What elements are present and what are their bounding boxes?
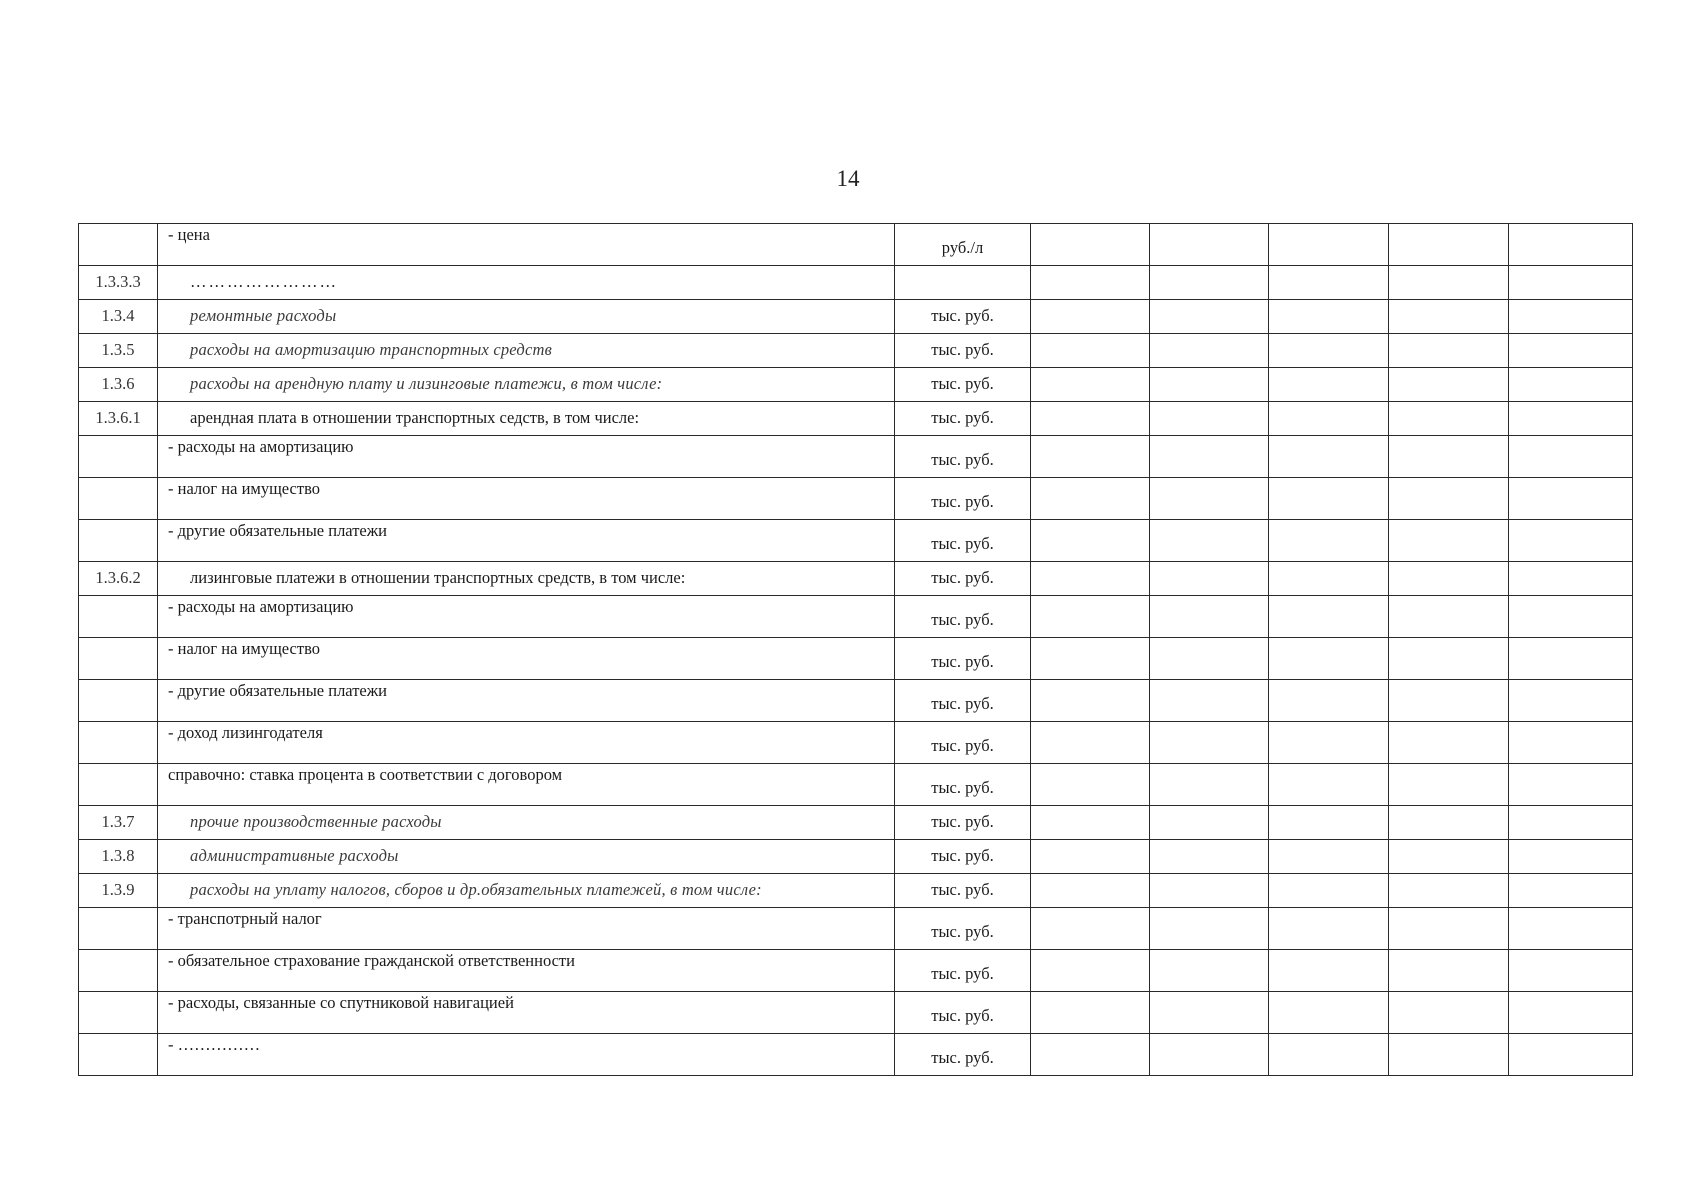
row-name-cell: лизинговые платежи в отношении транспортных средств, в том числе:: [158, 562, 895, 596]
value-cell-5[interactable]: [1509, 680, 1633, 722]
row-number-cell: 1.3.8: [79, 840, 158, 874]
value-cell-3[interactable]: [1269, 266, 1389, 300]
table-row: [79, 680, 1633, 722]
value-cell-5[interactable]: [1509, 992, 1633, 1034]
row-number-cell: 1.3.6.2: [79, 562, 158, 596]
value-cell-1[interactable]: [1031, 562, 1150, 596]
row-unit-cell: тыс. руб.: [895, 722, 1031, 764]
table-row: [79, 908, 1633, 950]
row-unit-cell: тыс. руб.: [895, 562, 1031, 596]
value-cell-1[interactable]: [1031, 764, 1150, 806]
value-cell-3[interactable]: [1269, 874, 1389, 908]
row-name-cell: - другие обязательные платежи: [158, 520, 895, 562]
value-cell-2[interactable]: [1150, 680, 1269, 722]
row-unit-cell: тыс. руб.: [895, 520, 1031, 562]
row-unit-cell: тыс. руб.: [895, 638, 1031, 680]
row-number-cell: [79, 436, 158, 478]
row-name-cell: - расходы на амортизацию: [158, 596, 895, 638]
value-cell-4[interactable]: [1389, 562, 1509, 596]
value-cell-3[interactable]: [1269, 562, 1389, 596]
row-unit-cell: тыс. руб.: [895, 908, 1031, 950]
table-row: [79, 1034, 1633, 1076]
row-name-cell: - ……………: [158, 1034, 895, 1076]
value-cell-2[interactable]: [1150, 992, 1269, 1034]
table-row: [79, 266, 1633, 300]
value-cell-3[interactable]: [1269, 224, 1389, 266]
value-cell-2[interactable]: [1150, 908, 1269, 950]
table-body: [79, 224, 1633, 1076]
value-cell-2[interactable]: [1150, 950, 1269, 992]
table-row: [79, 300, 1633, 334]
row-number-cell: [79, 224, 158, 266]
row-name-cell: - другие обязательные платежи: [158, 680, 895, 722]
value-cell-3[interactable]: [1269, 722, 1389, 764]
value-cell-5[interactable]: [1509, 478, 1633, 520]
value-cell-1[interactable]: [1031, 950, 1150, 992]
row-number-cell: 1.3.9: [79, 874, 158, 908]
value-cell-4[interactable]: [1389, 478, 1509, 520]
value-cell-5[interactable]: [1509, 764, 1633, 806]
row-number-cell: 1.3.7: [79, 806, 158, 840]
row-number-cell: [79, 908, 158, 950]
row-number-cell: [79, 596, 158, 638]
value-cell-5[interactable]: [1509, 596, 1633, 638]
value-cell-4[interactable]: [1389, 402, 1509, 436]
value-cell-5[interactable]: [1509, 224, 1633, 266]
value-cell-2[interactable]: [1150, 436, 1269, 478]
value-cell-3[interactable]: [1269, 1034, 1389, 1076]
value-cell-3[interactable]: [1269, 992, 1389, 1034]
table-row: [79, 562, 1633, 596]
value-cell-1[interactable]: [1031, 596, 1150, 638]
row-name-cell: справочно: ставка процента в соответствии с договором: [158, 764, 895, 806]
row-number-cell: [79, 1034, 158, 1076]
value-cell-3[interactable]: [1269, 436, 1389, 478]
row-unit-cell: тыс. руб.: [895, 334, 1031, 368]
value-cell-4[interactable]: [1389, 436, 1509, 478]
value-cell-4[interactable]: [1389, 680, 1509, 722]
value-cell-5[interactable]: [1509, 334, 1633, 368]
value-cell-5[interactable]: [1509, 562, 1633, 596]
value-cell-1[interactable]: [1031, 680, 1150, 722]
value-cell-3[interactable]: [1269, 840, 1389, 874]
row-number-cell: 1.3.6: [79, 368, 158, 402]
row-number-cell: [79, 722, 158, 764]
table-row: [79, 436, 1633, 478]
value-cell-3[interactable]: [1269, 368, 1389, 402]
row-name-cell: - транспотрный налог: [158, 908, 895, 950]
row-number-cell: [79, 520, 158, 562]
table-row: [79, 950, 1633, 992]
row-unit-cell: тыс. руб.: [895, 368, 1031, 402]
row-unit-cell: тыс. руб.: [895, 402, 1031, 436]
row-name-cell: расходы на уплату налогов, сборов и др.обязательных платежей, в том числе:: [158, 874, 895, 908]
row-unit-cell: руб./л: [895, 224, 1031, 266]
value-cell-2[interactable]: [1150, 638, 1269, 680]
value-cell-5[interactable]: [1509, 722, 1633, 764]
value-cell-2[interactable]: [1150, 1034, 1269, 1076]
value-cell-2[interactable]: [1150, 562, 1269, 596]
value-cell-3[interactable]: [1269, 334, 1389, 368]
table-row: [79, 368, 1633, 402]
value-cell-5[interactable]: [1509, 638, 1633, 680]
table-row: [79, 596, 1633, 638]
table-row: [79, 874, 1633, 908]
row-unit-cell: тыс. руб.: [895, 1034, 1031, 1076]
row-name-cell: - цена: [158, 224, 895, 266]
row-number-cell: [79, 638, 158, 680]
row-unit-cell: тыс. руб.: [895, 596, 1031, 638]
value-cell-1[interactable]: [1031, 638, 1150, 680]
row-unit-cell: тыс. руб.: [895, 840, 1031, 874]
row-name-cell: арендная плата в отношении транспортных седств, в том числе:: [158, 402, 895, 436]
row-name-cell: - расходы на амортизацию: [158, 436, 895, 478]
value-cell-2[interactable]: [1150, 300, 1269, 334]
value-cell-3[interactable]: [1269, 680, 1389, 722]
value-cell-2[interactable]: [1150, 596, 1269, 638]
value-cell-3[interactable]: [1269, 478, 1389, 520]
row-unit-cell: тыс. руб.: [895, 992, 1031, 1034]
value-cell-4[interactable]: [1389, 596, 1509, 638]
value-cell-5[interactable]: [1509, 806, 1633, 840]
value-cell-1[interactable]: [1031, 300, 1150, 334]
row-unit-cell: тыс. руб.: [895, 874, 1031, 908]
value-cell-1[interactable]: [1031, 224, 1150, 266]
row-unit-cell: тыс. руб.: [895, 806, 1031, 840]
value-cell-5[interactable]: [1509, 436, 1633, 478]
row-unit-cell: тыс. руб.: [895, 436, 1031, 478]
row-name-cell: - обязательное страхование гражданской ответственности: [158, 950, 895, 992]
row-number-cell: [79, 680, 158, 722]
value-cell-1[interactable]: [1031, 436, 1150, 478]
value-cell-1[interactable]: [1031, 840, 1150, 874]
value-cell-4[interactable]: [1389, 806, 1509, 840]
table-row: [79, 638, 1633, 680]
value-cell-2[interactable]: [1150, 520, 1269, 562]
row-unit-cell: [895, 266, 1031, 300]
value-cell-3[interactable]: [1269, 402, 1389, 436]
value-cell-4[interactable]: [1389, 266, 1509, 300]
value-cell-5[interactable]: [1509, 520, 1633, 562]
value-cell-3[interactable]: [1269, 300, 1389, 334]
value-cell-4[interactable]: [1389, 520, 1509, 562]
row-name-cell: расходы на амортизацию транспортных средств: [158, 334, 895, 368]
row-name-cell: - налог на имущество: [158, 478, 895, 520]
value-cell-1[interactable]: [1031, 1034, 1150, 1076]
value-cell-5[interactable]: [1509, 874, 1633, 908]
row-name-cell: - доход лизингодателя: [158, 722, 895, 764]
value-cell-1[interactable]: [1031, 992, 1150, 1034]
value-cell-2[interactable]: [1150, 478, 1269, 520]
value-cell-4[interactable]: [1389, 840, 1509, 874]
value-cell-4[interactable]: [1389, 950, 1509, 992]
value-cell-4[interactable]: [1389, 334, 1509, 368]
value-cell-1[interactable]: [1031, 266, 1150, 300]
value-cell-1[interactable]: [1031, 478, 1150, 520]
row-number-cell: 1.3.3.3: [79, 266, 158, 300]
value-cell-3[interactable]: [1269, 638, 1389, 680]
value-cell-5[interactable]: [1509, 1034, 1633, 1076]
expense-table: [78, 223, 1633, 1076]
value-cell-3[interactable]: [1269, 950, 1389, 992]
row-unit-cell: тыс. руб.: [895, 764, 1031, 806]
value-cell-1[interactable]: [1031, 334, 1150, 368]
value-cell-1[interactable]: [1031, 402, 1150, 436]
value-cell-3[interactable]: [1269, 520, 1389, 562]
row-number-cell: 1.3.6.1: [79, 402, 158, 436]
value-cell-2[interactable]: [1150, 266, 1269, 300]
table-row: [79, 806, 1633, 840]
table-row: [79, 764, 1633, 806]
row-name-cell: - налог на имущество: [158, 638, 895, 680]
table-row: [79, 478, 1633, 520]
table-row: [79, 224, 1633, 266]
value-cell-5[interactable]: [1509, 840, 1633, 874]
row-number-cell: [79, 764, 158, 806]
row-name-cell: расходы на арендную плату и лизинговые платежи, в том числе:: [158, 368, 895, 402]
row-number-cell: [79, 992, 158, 1034]
value-cell-5[interactable]: [1509, 300, 1633, 334]
value-cell-3[interactable]: [1269, 764, 1389, 806]
value-cell-2[interactable]: [1150, 840, 1269, 874]
value-cell-5[interactable]: [1509, 402, 1633, 436]
value-cell-2[interactable]: [1150, 722, 1269, 764]
value-cell-4[interactable]: [1389, 1034, 1509, 1076]
value-cell-2[interactable]: [1150, 368, 1269, 402]
table-row: [79, 520, 1633, 562]
value-cell-1[interactable]: [1031, 908, 1150, 950]
row-number-cell: [79, 950, 158, 992]
value-cell-2[interactable]: [1150, 402, 1269, 436]
value-cell-4[interactable]: [1389, 908, 1509, 950]
value-cell-4[interactable]: [1389, 300, 1509, 334]
value-cell-1[interactable]: [1031, 520, 1150, 562]
value-cell-3[interactable]: [1269, 908, 1389, 950]
row-unit-cell: тыс. руб.: [895, 680, 1031, 722]
value-cell-2[interactable]: [1150, 806, 1269, 840]
value-cell-2[interactable]: [1150, 764, 1269, 806]
value-cell-5[interactable]: [1509, 266, 1633, 300]
page-number: 14: [836, 166, 860, 191]
row-number-cell: 1.3.5: [79, 334, 158, 368]
table-row: [79, 722, 1633, 764]
value-cell-4[interactable]: [1389, 368, 1509, 402]
value-cell-4[interactable]: [1389, 992, 1509, 1034]
value-cell-5[interactable]: [1509, 908, 1633, 950]
value-cell-1[interactable]: [1031, 806, 1150, 840]
row-name-cell: прочие производственные расходы: [158, 806, 895, 840]
value-cell-4[interactable]: [1389, 764, 1509, 806]
value-cell-1[interactable]: [1031, 722, 1150, 764]
value-cell-3[interactable]: [1269, 806, 1389, 840]
value-cell-2[interactable]: [1150, 224, 1269, 266]
value-cell-2[interactable]: [1150, 874, 1269, 908]
value-cell-4[interactable]: [1389, 224, 1509, 266]
value-cell-1[interactable]: [1031, 874, 1150, 908]
value-cell-5[interactable]: [1509, 368, 1633, 402]
row-name-cell: - расходы, связанные со спутниковой навигацией: [158, 992, 895, 1034]
table-row: [79, 840, 1633, 874]
value-cell-5[interactable]: [1509, 950, 1633, 992]
table-row: [79, 334, 1633, 368]
value-cell-2[interactable]: [1150, 334, 1269, 368]
value-cell-4[interactable]: [1389, 638, 1509, 680]
value-cell-3[interactable]: [1269, 596, 1389, 638]
value-cell-4[interactable]: [1389, 722, 1509, 764]
table-row: [79, 992, 1633, 1034]
value-cell-4[interactable]: [1389, 874, 1509, 908]
row-unit-cell: тыс. руб.: [895, 478, 1031, 520]
row-number-cell: 1.3.4: [79, 300, 158, 334]
row-name-cell: ……………………: [158, 266, 895, 300]
row-unit-cell: тыс. руб.: [895, 950, 1031, 992]
row-number-cell: [79, 478, 158, 520]
row-unit-cell: тыс. руб.: [895, 300, 1031, 334]
row-name-cell: ремонтные расходы: [158, 300, 895, 334]
value-cell-1[interactable]: [1031, 368, 1150, 402]
table-row: [79, 402, 1633, 436]
row-name-cell: административные расходы: [158, 840, 895, 874]
